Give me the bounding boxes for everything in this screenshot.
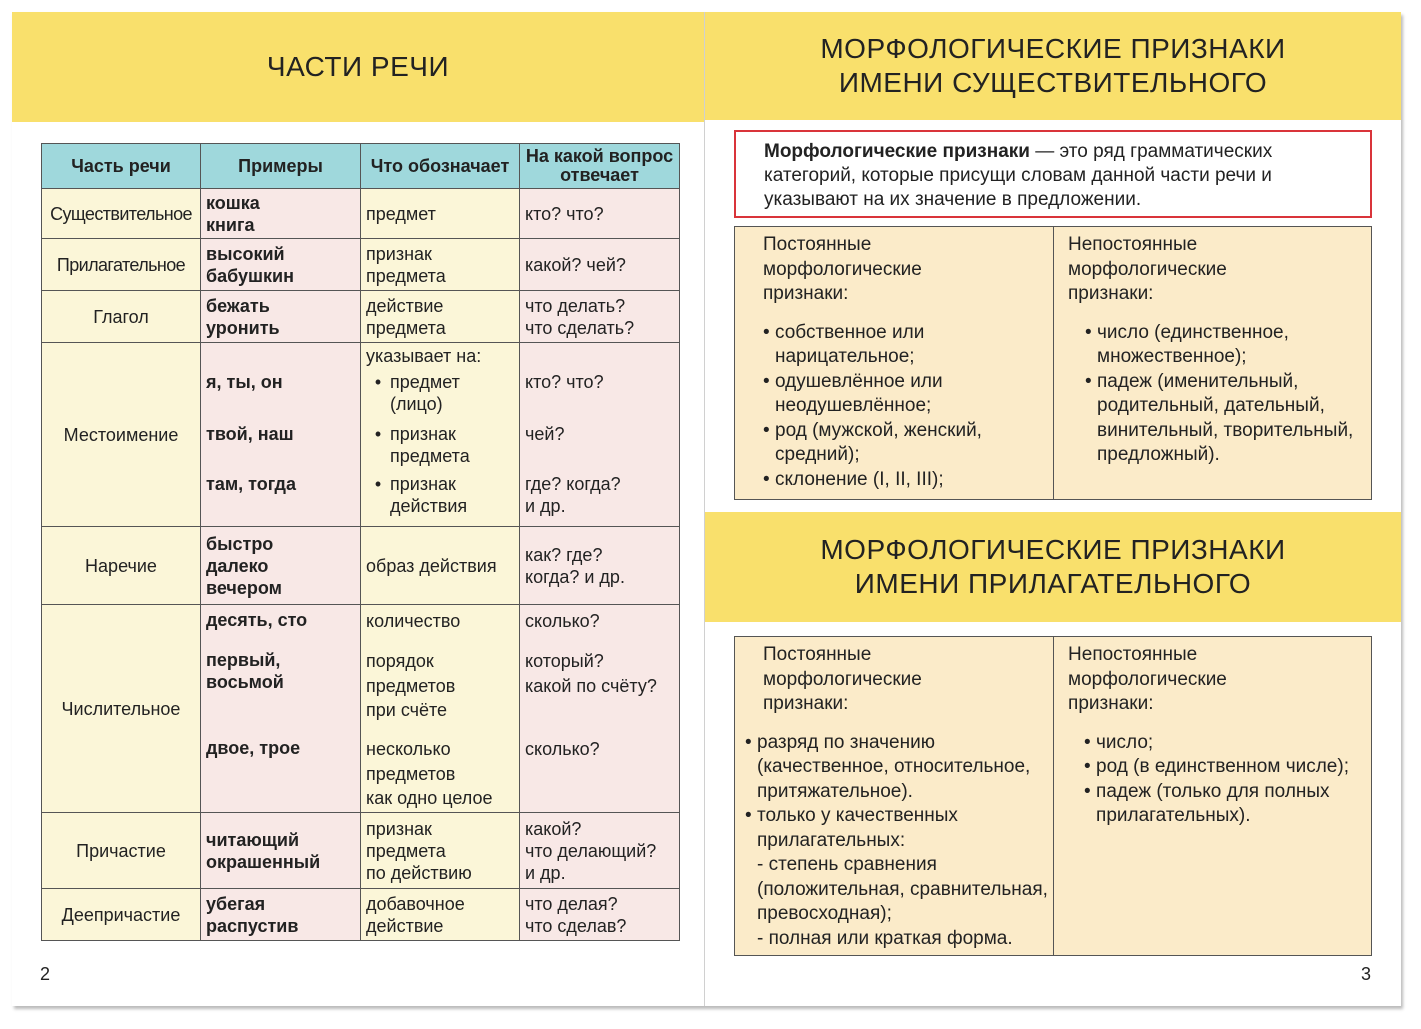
question-cell bbox=[520, 343, 680, 527]
table-row bbox=[42, 605, 680, 813]
adjective-variable-list bbox=[1068, 731, 1369, 829]
adjective-constant-column bbox=[735, 637, 1053, 955]
example-item: там, тогда bbox=[206, 474, 296, 494]
left-page bbox=[12, 12, 704, 1006]
page-number-left: 2 bbox=[40, 964, 51, 984]
list-item: • разряд по значению (качественное, относительное, притяжательное). bbox=[745, 731, 1049, 805]
examples-cell bbox=[201, 343, 361, 527]
part-cell: Числительное bbox=[42, 605, 201, 813]
column-heading: Непостоянные морфологические признаки: bbox=[1068, 234, 1227, 304]
question-cell: как? где? когда? и др. bbox=[520, 527, 680, 605]
example-item: двое, трое bbox=[206, 738, 301, 758]
meaning-cell bbox=[361, 605, 520, 813]
parts-of-speech-table bbox=[41, 143, 680, 941]
meaning-item: • предмет (лицо) bbox=[366, 371, 514, 423]
part-cell: Глагол bbox=[42, 291, 201, 343]
adjective-constant-list bbox=[745, 731, 1049, 952]
list-item: • склонение (I, II, III); bbox=[763, 468, 1043, 493]
adjective-title-band bbox=[705, 512, 1401, 622]
question-item: чей? bbox=[525, 424, 565, 444]
definition-text: — это ряд грамматических категорий, которые присущи словам данной части речи и указывают на их значение в предложении. bbox=[764, 141, 1273, 210]
adjective-variable-column bbox=[1053, 637, 1371, 955]
examples-cell: бежать уронить bbox=[201, 291, 361, 343]
meaning-item: количество bbox=[366, 611, 461, 631]
example-item: я, ты, он bbox=[206, 372, 283, 392]
column-heading: Непостоянные морфологические признаки: bbox=[1068, 644, 1227, 714]
list-item: • падеж (именительный, родительный, дательный, винительный, творительный, предложный). bbox=[1085, 370, 1361, 468]
examples-cell: убегая распустив bbox=[201, 889, 361, 941]
question-item: который? какой по счёту? bbox=[525, 651, 657, 696]
question-cell: что делать? что сделать? bbox=[520, 291, 680, 343]
table-row bbox=[42, 291, 680, 343]
meaning-cell: действие предмета bbox=[361, 291, 520, 343]
list-item: • собственное или нарицательное; bbox=[763, 321, 1043, 370]
list-item: • род (в единственном числе); bbox=[1084, 755, 1369, 780]
meaning-item: несколько предметов как одно целое bbox=[366, 739, 493, 808]
list-subitem: - степень сравнения (положительная, сравнительная, превосходная); bbox=[757, 854, 1048, 924]
meaning-intro: указывает на: bbox=[366, 346, 482, 366]
table-row bbox=[42, 889, 680, 941]
question-cell: какой? чей? bbox=[520, 239, 680, 291]
meaning-cell: образ действия bbox=[361, 527, 520, 605]
noun-features-table bbox=[734, 226, 1372, 500]
header-question: На какой вопрос отвечает bbox=[520, 144, 680, 189]
list-item: • падеж (только для полных прилагательных). bbox=[1084, 780, 1369, 829]
list-item: • число (единственное, множественное); bbox=[1085, 321, 1361, 370]
question-item: кто? что? bbox=[525, 372, 604, 392]
noun-constant-list bbox=[763, 321, 1043, 493]
list-item: • только у качественных прилагательных: bbox=[745, 804, 1049, 853]
definition-term: Морфологические признаки bbox=[764, 141, 1030, 162]
example-item: десять, сто bbox=[206, 610, 308, 630]
meaning-item: • признак действия bbox=[366, 473, 514, 517]
table-row bbox=[42, 527, 680, 605]
column-heading: Постоянные морфологические признаки: bbox=[763, 234, 922, 304]
noun-variable-column bbox=[1053, 227, 1371, 499]
left-page-title: ЧАСТИ РЕЧИ bbox=[266, 51, 450, 82]
bullet-icon: • bbox=[374, 474, 382, 494]
list-item: • одушевлённое или неодушевлённое; bbox=[763, 370, 1043, 419]
example-item: твой, наш bbox=[206, 424, 294, 444]
examples-cell: быстро далеко вечером bbox=[201, 527, 361, 605]
example-item: первый, восьмой bbox=[206, 650, 284, 692]
question-cell: что делая? что сделав? bbox=[520, 889, 680, 941]
meaning-item: • признак предмета bbox=[366, 423, 514, 473]
list-item: • род (мужской, женский, средний); bbox=[763, 419, 1043, 468]
right-page bbox=[705, 12, 1401, 1006]
question-cell: кто? что? bbox=[520, 189, 680, 239]
meaning-cell bbox=[361, 343, 520, 527]
list-subitem: - полная или краткая форма. bbox=[757, 927, 1013, 949]
examples-cell: кошка книга bbox=[201, 189, 361, 239]
part-cell: Существительное bbox=[42, 189, 201, 239]
noun-variable-list bbox=[1068, 321, 1361, 468]
table-row bbox=[42, 239, 680, 291]
left-title-band bbox=[12, 12, 704, 122]
examples-cell: читающий окрашенный bbox=[201, 813, 361, 889]
noun-constant-column bbox=[735, 227, 1053, 499]
question-cell bbox=[520, 605, 680, 813]
part-cell: Прилагательное bbox=[42, 239, 201, 291]
meaning-cell: признак предмета bbox=[361, 239, 520, 291]
adjective-features-table bbox=[734, 636, 1372, 956]
table-row bbox=[42, 343, 680, 527]
column-heading: Постоянные морфологические признаки: bbox=[763, 644, 922, 714]
question-item: сколько? bbox=[525, 611, 600, 631]
header-meaning: Что обозначает bbox=[361, 144, 520, 189]
part-cell: Местоимение bbox=[42, 343, 201, 527]
part-cell: Деепричастие bbox=[42, 889, 201, 941]
meaning-item: порядок предметов при счёте bbox=[366, 651, 456, 720]
page-number-right: 3 bbox=[1361, 964, 1372, 984]
meaning-cell: предмет bbox=[361, 189, 520, 239]
question-item: где? когда? и др. bbox=[525, 474, 621, 516]
table-row bbox=[42, 189, 680, 239]
header-examples: Примеры bbox=[201, 144, 361, 189]
part-cell: Причастие bbox=[42, 813, 201, 889]
noun-section-title: МОРФОЛОГИЧЕСКИЕ ПРИЗНАКИ ИМЕНИ СУЩЕСТВИТЕЛЬНОГО bbox=[820, 33, 1286, 98]
examples-cell: высокий бабушкин bbox=[201, 239, 361, 291]
question-item: сколько? bbox=[525, 739, 600, 759]
part-cell: Наречие bbox=[42, 527, 201, 605]
list-item: • число; bbox=[1084, 731, 1369, 756]
bullet-icon: • bbox=[374, 424, 382, 444]
meaning-cell: добавочное действие bbox=[361, 889, 520, 941]
bullet-icon: • bbox=[374, 372, 382, 392]
header-part: Часть речи bbox=[42, 144, 201, 189]
table-row bbox=[42, 813, 680, 889]
noun-title-band bbox=[705, 12, 1401, 120]
question-cell: какой? что делающий? и др. bbox=[520, 813, 680, 889]
adjective-section-title: МОРФОЛОГИЧЕСКИЕ ПРИЗНАКИ ИМЕНИ ПРИЛАГАТЕЛЬНОГО bbox=[820, 534, 1286, 599]
examples-cell bbox=[201, 605, 361, 813]
meaning-cell: признак предмета по действию bbox=[361, 813, 520, 889]
definition-box bbox=[734, 130, 1372, 218]
